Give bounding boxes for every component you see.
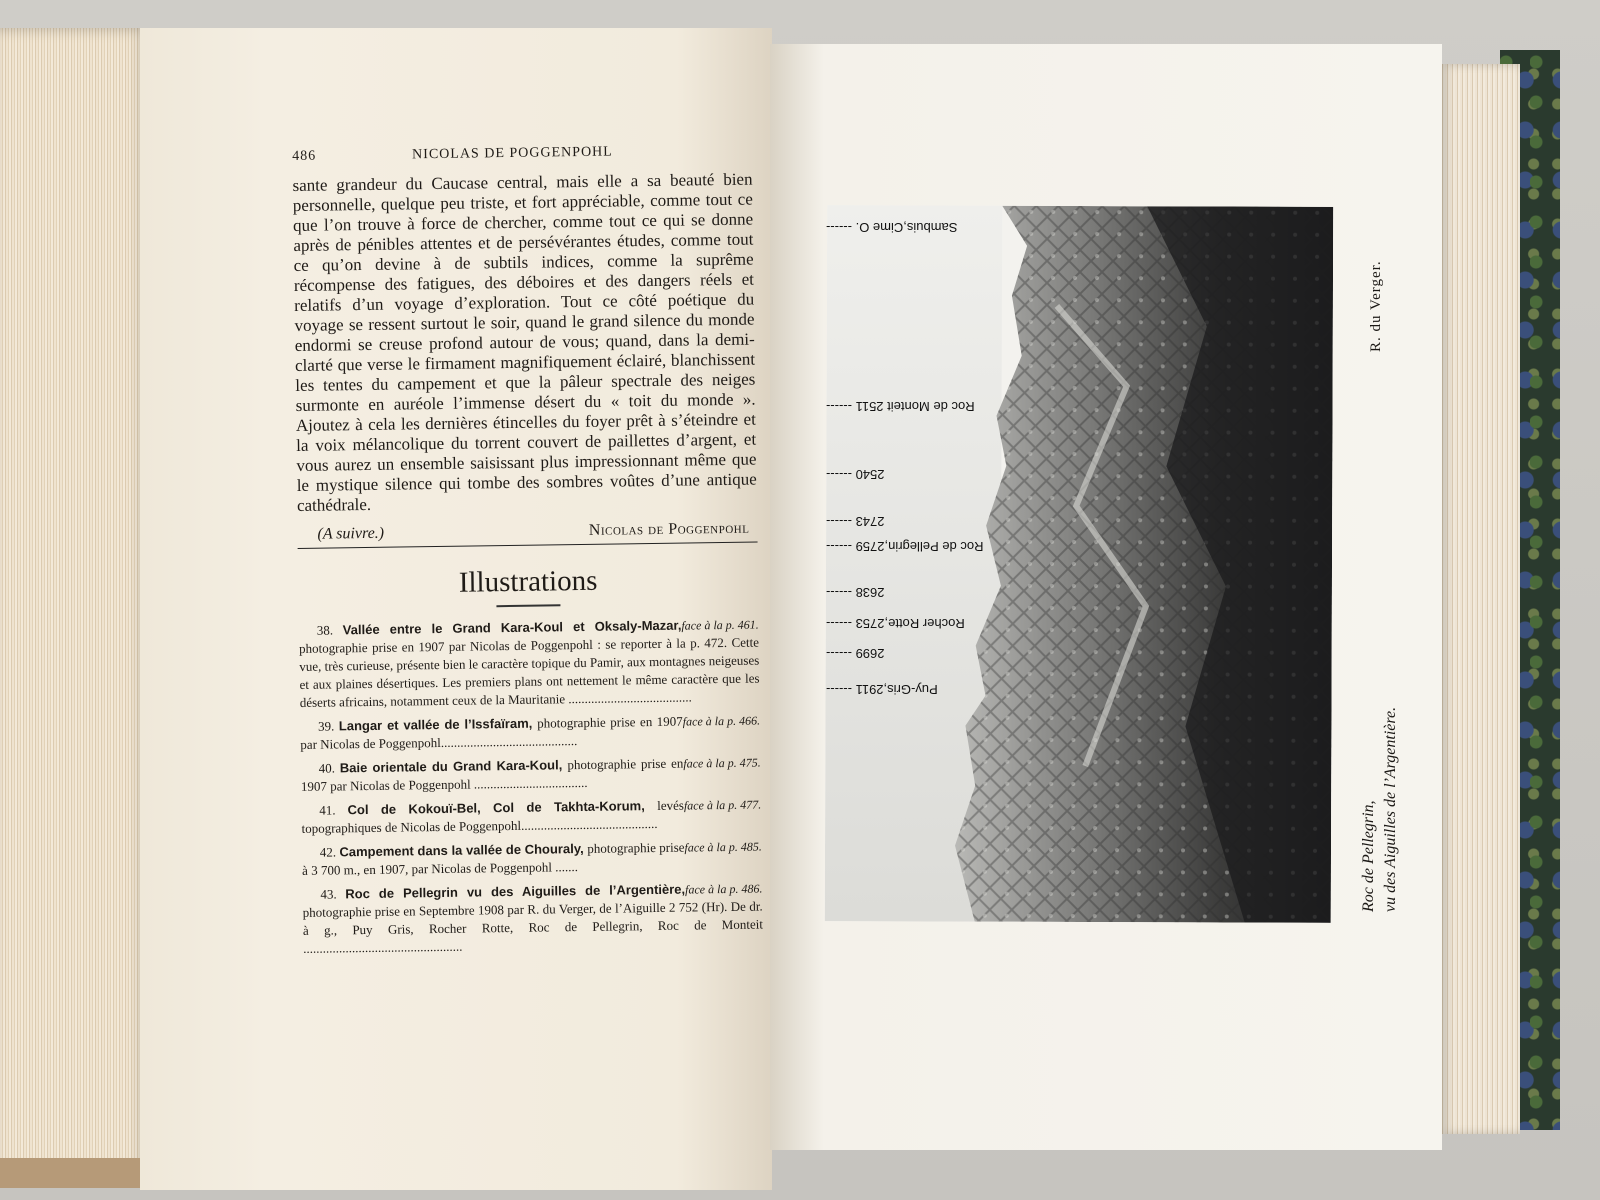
illustration-face: face à la p. 486. [684, 881, 763, 897]
illustration-entry [302, 880, 763, 958]
photo-credit: R. du Verger. [1368, 260, 1384, 352]
illustration-desc: photographie prise en 1907 par Nicolas de Poggenpohl : se reporter à la p. 472. Cette vue, très curieuse, présente bien le caractère topique du Pamir, aux montagnes neigeuses et aux plaines désertiques. Les premiers plans ont nettement le même caractère que les déserts africains, notamment ceux de la Mauritanie ...................................... [298, 634, 760, 710]
illustration-desc: photographie prise à 3 700 m., en 1907, par Nicolas de Poggenpohl ....... [302, 839, 685, 878]
illustration-title: Roc de Pellegrin vu des Aiguilles de l’Argentière, [345, 881, 686, 902]
illustration-title: Campement dans la vallée de Chouraly, [339, 840, 588, 860]
illustration-desc: photographie prise en 1907 par Nicolas de Poggenpohl ................................... [300, 755, 684, 794]
signature-line [297, 520, 757, 544]
illustrations-list [299, 616, 764, 958]
illustration-num: 42. [319, 844, 340, 860]
peak-label: 2638 ------ [826, 585, 885, 601]
illustration-face: face à la p. 461. [681, 617, 759, 633]
running-title: NICOLAS DE POGGENPOHL [412, 144, 613, 163]
peak-label: Roc de Pellegrin,2759 ------ [826, 538, 984, 554]
page-number: 486 [292, 148, 317, 164]
peak-label: Puy-Gris,2911 ------ [826, 682, 938, 698]
peak-label: Sambuis,Cime O. ------ [826, 220, 958, 236]
illustration-entry [301, 754, 761, 796]
illustration-face: face à la p. 477. [683, 797, 762, 813]
illustration-num: 38. [316, 622, 343, 638]
illustration-entry [299, 616, 760, 712]
photo-caption-line1: Roc de Pellegrin, [1360, 800, 1377, 912]
peak-label: 2540 ------ [826, 467, 885, 483]
illustration-face: face à la p. 485. [684, 839, 762, 855]
peak-labels [826, 206, 1332, 922]
illustration-num: 40. [318, 760, 340, 776]
illustration-face: face à la p. 466. [682, 713, 761, 729]
peak-label: 2699 ------ [826, 646, 885, 662]
left-page-edges [0, 28, 150, 1188]
body-paragraph: sante grandeur du Caucase central, mais elle a sa beauté bien personnelle, quelque peu triste, et fort appréciable, comme tout ce que l’on trouve à force de chercher, comme tout ce qui se donne après de pénibles attentes et de persévérantes études, comme tout ce qu’on devine à de subtils indices, comme la suprême récompense des fatigues, des déboires et des dangers réels et relatifs d’un voyage d’exploration. Tout ce côté poétique du voyage se ressent surtout le soir, quand le grand silence du monde endormi se creuse profond autour de vous; quand, dans la demi-clarté que verse le firmament magnifiquement éclairé, blanchissent les tentes du campement et que la pâleur spectrale des neiges surmonte en auréole l’immense désert du « toit du monde ». Ajoutez à cela les dernières étincelles du foyer prêt à s’éteindre et la voix mélancolique du torrent couvert de paillettes d’argent, et vous aurez un ensemble saisissant plus impressionnant même que le mystique silence qui tombe des sombres voûtes d’une antique cathédrale. [292, 169, 757, 515]
illustration-face: face à la p. 475. [683, 755, 761, 771]
illustration-entry [302, 838, 762, 880]
illustration-title: Col de Kokouï-Bel, Col de Takhta-Korum, [347, 797, 658, 818]
illustration-num: 43. [320, 886, 346, 902]
continued-note: (A suivre.) [317, 524, 385, 543]
illustration-title: Vallée entre le Grand Kara-Koul et Oksaly-Mazar, [342, 617, 682, 638]
peak-label: Rocher Rotte,2753 ------ [826, 616, 965, 632]
heading-underline [496, 604, 560, 607]
illustration-desc: photographie prise en Septembre 1908 par R. du Verger, de l’Aiguille 2 752 (Hr). De dr. à g., Puy Gris, Rocher Rotte, Roc de Pellegrin, Roc de Monteit ................................................. [302, 898, 764, 956]
illustration-num: 41. [319, 802, 348, 818]
illustration-desc: levés topographiques de Nicolas de Poggenpohl.......................................... [301, 797, 685, 836]
illustration-title: Baie orientale du Grand Kara-Koul, [339, 757, 568, 776]
peak-label: 2743 ------ [826, 513, 885, 529]
peak-label: Roc de Monteit 2511 ------ [826, 399, 975, 415]
left-page-text [292, 140, 763, 964]
illustration-entry [301, 796, 761, 838]
photo-caption-line2: vu des Aiguilles de l’Argentière. [1382, 706, 1399, 912]
illustration-num: 39. [317, 718, 339, 734]
illustration-desc: photographie prise en 1907 par Nicolas de Poggenpohl.......................................... [300, 713, 683, 752]
illustrations-heading: Illustrations [458, 564, 598, 599]
author-signature: Nicolas de Poggenpohl [588, 519, 750, 539]
right-page-edges [1440, 64, 1520, 1134]
illustration-title: Langar et vallée de l’Issfaïram, [338, 715, 538, 734]
illustration-entry [300, 712, 760, 754]
